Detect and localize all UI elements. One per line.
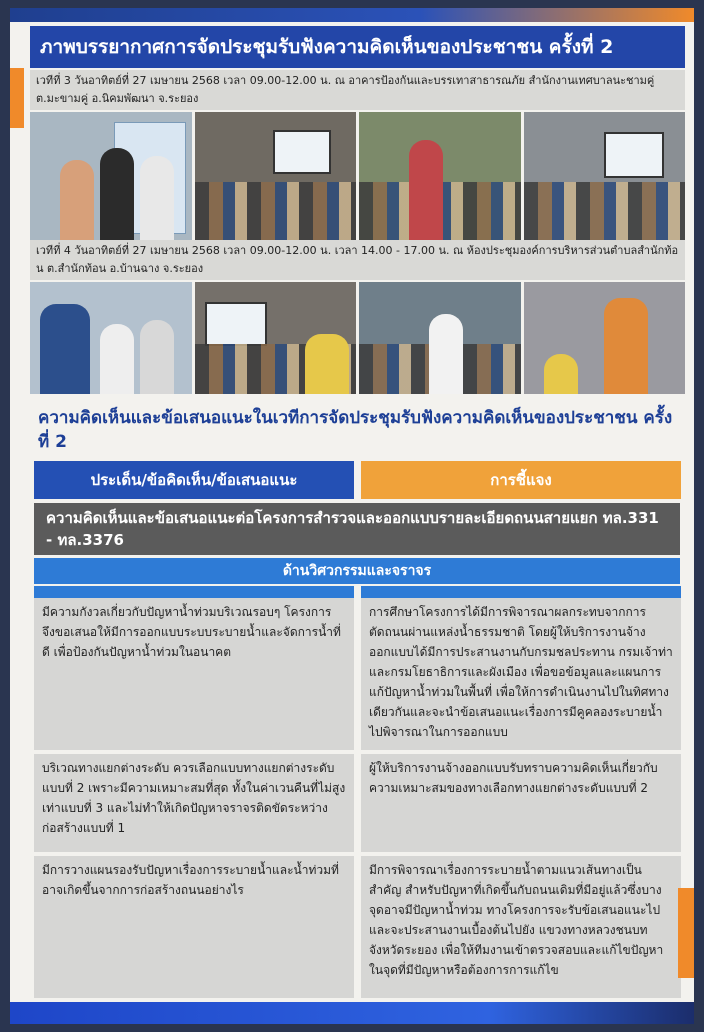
project-title: ความคิดเห็นและข้อเสนอแนะต่อโครงการสำรวจและออกแบบรายละเอียดถนนสายแยก ทล.331 - ทล.3376: [34, 503, 680, 555]
session-4-caption: เวทีที่ 4 วันอาทิตย์ที่ 27 เมษายน 2568 เวลา 09.00-12.00 น. เวลา 14.00 - 17.00 น. ณ ห้องประชุมองค์การบริหารส่วนตำบลสำนักท้อน ต.สำนักท้อน อ.บ้านฉาง จ.ระยอง: [30, 240, 685, 280]
table-cell-response: มีการพิจารณาเรื่องการระบายน้ำตามแนวเส้นทางเป็นสำคัญ สำหรับปัญหาที่เกิดขึ้นกับถนนเดิมที่มีอยู่แล้วซึ่งบางจุดอาจมีปัญหาน้ำท่วม ทางโครงการจะรับข้อเสนอแนะไป และจะประสานงานเบื้องต้นไปยัง แขวงทางหลวงชนบทจังหวัดระยอง เพื่อให้ทีมงานเข้าตรวจสอบและแก้ไขปัญหาในจุดที่มีปัญหาหรือต้องการการแก้ไข: [361, 856, 681, 998]
meeting-photo: [30, 112, 192, 240]
meeting-photo: [30, 282, 192, 394]
top-stripe: [10, 8, 694, 22]
table-cell-issue: บริเวณทางแยกต่างระดับ ควรเลือกแบบทางแยกต่างระดับแบบที่ 2 เพราะมีความเหมาะสมที่สุด ทั้งในค่าเวนคืนที่ไม่สูงเท่าแบบที่ 3 และไม่ทำให้เกิดปัญหาจราจรติดขัดระหว่างก่อสร้างแบบที่ 1: [34, 754, 354, 852]
page-title: ภาพบรรยากาศการจัดประชุมรับฟังความคิดเห็นของประชาชน ครั้งที่ 2: [30, 26, 685, 68]
photo-row-session-3: [30, 112, 685, 240]
table-cell-issue: มีการวางแผนรองรับปัญหาเรื่องการระบายน้ำและน้ำท่วมที่อาจเกิดขึ้นจากการก่อสร้างถนนอย่างไร: [34, 856, 354, 998]
column-header-response: การชี้แจง: [361, 461, 681, 499]
category-heading: ด้านวิศวกรรมและจราจร: [34, 558, 680, 584]
meeting-photo: [524, 282, 686, 394]
meeting-photo: [359, 112, 521, 240]
bottom-band: [10, 1002, 694, 1024]
table-cell-response: ผู้ให้บริการงานจ้างออกแบบรับทราบความคิดเห็นเกี่ยวกับความเหมาะสมของทางเลือกทางแยกต่างระดับแบบที่ 2: [361, 754, 681, 852]
column-header-issue: ประเด็น/ข้อคิดเห็น/ข้อเสนอแนะ: [34, 461, 354, 499]
table-cell-response: การศึกษาโครงการได้มีการพิจารณาผลกระทบจากการตัดถนนผ่านแหล่งน้ำธรรมชาติ โดยผู้ให้บริการงานจ้างออกแบบได้มีการประสานงานกับกรมชลประทาน กรมเจ้าท่า และกรมโยธาธิการและผังเมือง เพื่อขอข้อมูลและแผนการแก้ปัญหาน้ำท่วมในพื้นที่ เพื่อให้การดำเนินงานไปในทิศทางเดียวกันและจะนำข้อเสนอแนะเรื่องการมีคูคลองระบายน้ำไปพิจารณาในการออกแบบ: [361, 586, 681, 750]
meeting-photo: [359, 282, 521, 394]
section-heading: ความคิดเห็นและข้อเสนอแนะในเวทีการจัดประชุมรับฟังความคิดเห็นของประชาชน ครั้งที่ 2: [38, 408, 673, 452]
session-3-caption: เวทีที่ 3 วันอาทิตย์ที่ 27 เมษายน 2568 เวลา 09.00-12.00 น. ณ อาคารป้องกันและบรรเทาสาธารณภัย สำนักงานเทศบาลนะชามคู่ ต.มะขามคู่ อ.นิคมพัฒนา จ.ระยอง: [30, 70, 685, 110]
table-cell-issue: มีความกังวลเกี่ยวกับปัญหาน้ำท่วมบริเวณรอบๆ โครงการ จึงขอเสนอให้มีการออกแบบระบบระบายน้ำและจัดการน้ำที่ดี เพื่อป้องกันปัญหาน้ำท่วมในอนาคต: [34, 586, 354, 750]
right-accent: [678, 888, 694, 978]
left-accent: [10, 68, 24, 128]
meeting-photo: [195, 112, 357, 240]
photo-row-session-4: [30, 282, 685, 394]
meeting-photo: [524, 112, 686, 240]
meeting-photo: [195, 282, 357, 394]
document-page: [10, 8, 694, 1024]
